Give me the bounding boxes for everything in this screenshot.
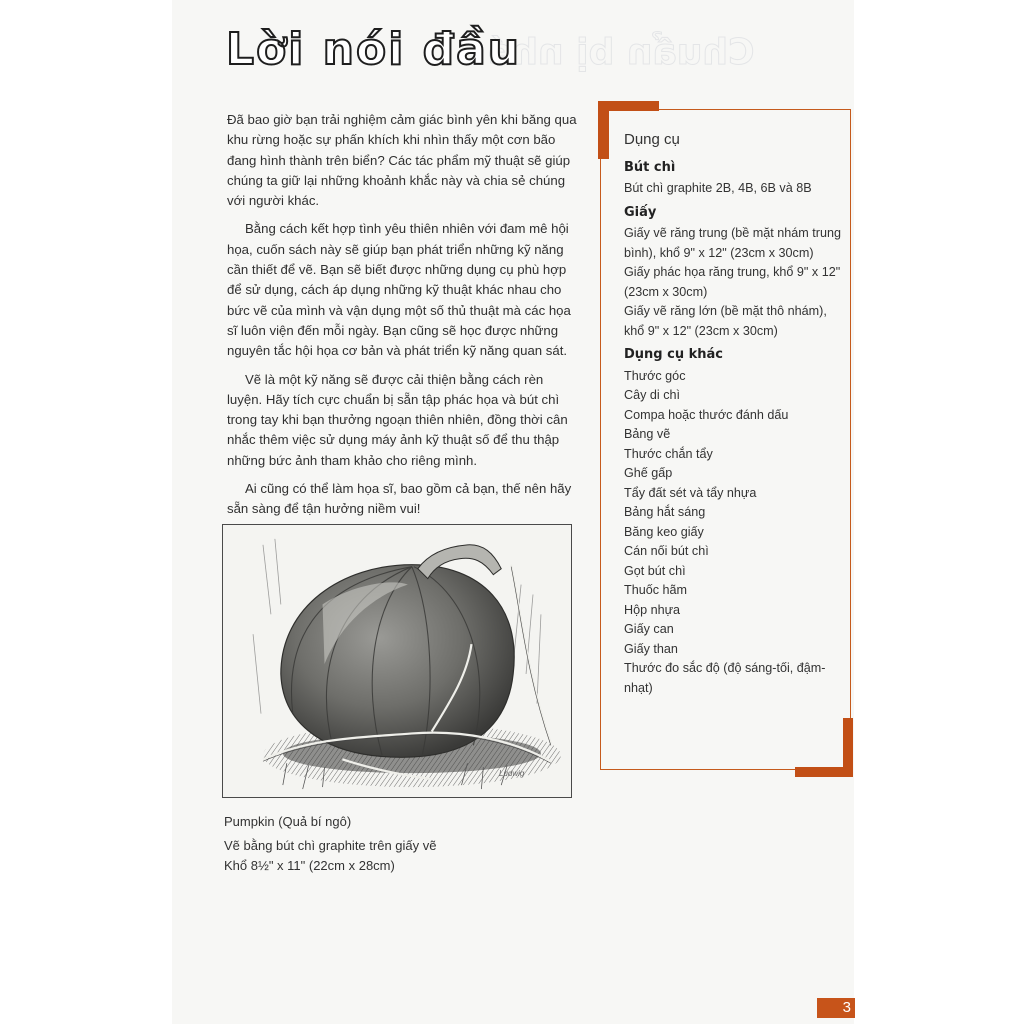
list-item: Bút chì graphite 2B, 4B, 6B và 8B [624, 181, 812, 195]
ghost-title-bleedthrough: Chuẩn bị nhé [488, 32, 755, 73]
caption-title: Pumpkin (Quả bí ngô) [224, 814, 352, 829]
list-item: Bảng hắt sáng [624, 505, 706, 519]
list-item: Cây di chì [624, 388, 680, 402]
sidebar-corner-accent [843, 718, 853, 777]
section-heading-paper: Giấy [624, 204, 657, 220]
list-item: Cán nối bút chì [624, 544, 709, 558]
intro-paragraph: Bằng cách kết hợp tình yêu thiên nhiên với đam mê hội họa, cuốn sách này sẽ giúp bạn phát triển những kỹ năng cần thiết để vẽ. Bạn sẽ biết được những dụng cụ phù hợp để sử dụng, cách áp dụng những kỹ thuật khác nhau cho bức vẽ của mình và vận dụng một số thủ thuật mà các họa sĩ luôn viện đến mỗi ngày. Bạn cũng sẽ học được những nguyên tắc hội họa cơ bản và phát triển kỹ năng quan sát. [227, 221, 571, 359]
list-item: Compa hoặc thước đánh dấu [624, 407, 789, 422]
section-heading-other-tools: Dụng cụ khác [624, 347, 723, 362]
paper-list [624, 224, 846, 341]
caption-medium: Vẽ bằng bút chì graphite trên giấy vẽ [224, 838, 437, 853]
list-item: Thước góc [624, 368, 686, 383]
list-item: Ghế gấp [624, 466, 673, 480]
artist-signature: Ludwig [499, 769, 525, 778]
pumpkin-sketch-image [223, 525, 571, 797]
figure-caption [224, 812, 554, 876]
list-item: Gọt bút chì [624, 563, 686, 578]
list-item: Giấy vẽ răng trung (bề mặt nhám trung bình), khổ 9" x 12" (23cm x 30cm) [624, 226, 842, 260]
intro-paragraph: Đã bao giờ bạn trải nghiệm cảm giác bình yên khi băng qua khu rừng hoặc sự phấn khích khi nhìn thấy một cơn bão đang hình thành trên biển? Các tác phẩm mỹ thuật sẽ giúp chúng ta giữ lại những khoảnh khắc này và chia sẻ chúng với người khác. [227, 112, 577, 209]
list-item: Giấy than [624, 641, 678, 656]
page-number-badge [817, 998, 855, 1018]
list-item: Băng keo giấy [624, 524, 704, 539]
list-item: Giấy phác họa răng trung, khổ 9" x 12" (23cm x 30cm) [624, 265, 841, 299]
list-item: Giấy vẽ răng lớn (bề mặt thô nhám), khổ 9" x 12" (23cm x 30cm) [624, 304, 827, 338]
other-tools-list [624, 367, 846, 699]
page-title: Lời nói đầu [226, 24, 522, 75]
list-item: Giấy can [624, 622, 674, 636]
materials-list [624, 130, 846, 702]
caption-size: Khổ 8½" x 11" (22cm x 28cm) [224, 858, 395, 873]
list-item: Thuốc hãm [624, 583, 687, 597]
intro-paragraph: Ai cũng có thể làm họa sĩ, bao gồm cả bạn, thế nên hãy sẵn sàng để tận hưởng niềm vui! [227, 481, 572, 517]
section-heading-pencils: Bút chì [624, 159, 676, 175]
page-number: 3 [842, 999, 851, 1016]
intro-paragraph: Vẽ là một kỹ năng sẽ được cải thiện bằng cách rèn luyện. Hãy tích cực chuẩn bị sẵn tập phác họa và bút chì trong tay khi bạn thưởng ngoạn thiên nhiên, đồng thời cân nhắc thêm việc sử dụng máy ảnh kỹ thuật số để thu thập những bức ảnh tham khảo cho riêng mình. [227, 371, 568, 468]
list-item: Thước đo sắc độ (độ sáng-tối, đậm-nhạt) [624, 661, 826, 695]
pumpkin-drawing-figure [222, 524, 572, 798]
list-item: Thước chắn tẩy [624, 446, 713, 461]
intro-text [227, 110, 577, 528]
sidebar-corner-accent [598, 101, 609, 159]
list-item: Bảng vẽ [624, 427, 671, 441]
list-item: Tẩy đất sét và tẩy nhựa [624, 485, 757, 500]
sidebar-title: Dụng cụ [624, 131, 680, 148]
pencils-list [624, 179, 846, 199]
list-item: Hộp nhựa [624, 602, 681, 617]
